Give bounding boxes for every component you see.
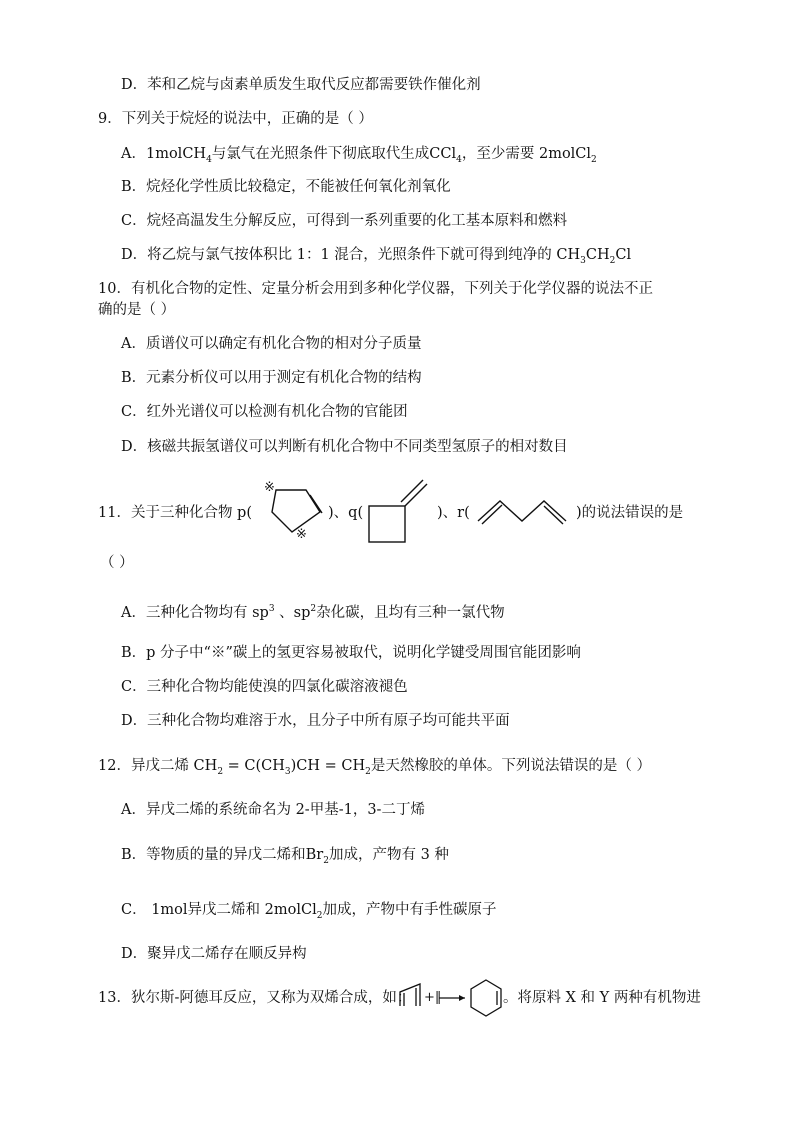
q9-a-sub3: 2 [591,154,597,165]
q12-c-post: 加成，产物中有手性碳原子 [322,902,497,918]
q10-option-b: B．元素分析仪可以用于测定有机化合物的结构 [121,370,422,386]
q11-option-a [121,599,505,623]
q12-c-pre: C． 1mol异戊二烯和 2molCl [121,902,317,918]
q12-stem-mid1: = C(CH [223,758,285,774]
q10-option-d: D．核磁共振氢谱仪可以判断有机化合物中不同类型氢原子的相对数目 [121,439,568,455]
q11-stem-q: )、q( [328,505,364,521]
q12-b-sub: 2 [323,855,329,866]
p-star-bottom: ※ [296,527,307,542]
q10-option-a: A．质谱仪可以确定有机化合物的相对分子质量 [121,336,422,352]
q9-a-sub1: 4 [206,154,212,165]
q9-d-pre: D．将乙烷与氯气按体积比 1：1 混合，光照条件下就可得到纯净的 CH [121,247,581,263]
q9-a-mid: 与氯气在光照条件下彻底取代生成CCl [211,146,457,162]
q11-stem-post: )的说法错误的是 [576,505,684,521]
q9-option-d [121,245,631,271]
compound-r-structure [474,495,579,527]
q13-stem-post: 。将原料 X 和 Y 两种有机物进 [503,990,701,1006]
q11-a-mid: 、sp [274,604,311,621]
q11-a-sup2: 2 [310,604,317,614]
q13-stem-pre: 13．狄尔斯-阿德耳反应，又称为双烯合成，如： [98,990,412,1006]
q12-stem [98,756,651,782]
q10-option-c: C．红外光谱仪可以检测有机化合物的官能团 [121,404,408,420]
q10-stem-line1: 10．有机化合物的定性、定量分析会用到多种化学仪器，下列关于化学仪器的说法不正 [98,281,653,297]
q12-b-pre: B．等物质的量的异戊二烯和Br [121,847,324,863]
q12-option-b [121,845,449,871]
q9-option-b: B．烷烃化学性质比较稳定，不能被任何氧化剂氧化 [121,179,451,195]
q12-stem-sub3: 2 [365,766,371,777]
q12-b-post: 加成，产物有 3 种 [328,847,449,863]
q11-a-post: 杂化碳，且均有三种一氯代物 [316,604,505,621]
q9-a-sub2: 4 [456,154,462,165]
q11-option-d: D．三种化合物均难溶于水，且分子中所有原子均可能共平面 [121,713,510,729]
q11-stem-r: )、r( [437,505,470,521]
q11-option-c: C．三种化合物均能使溴的四氯化碳溶液褪色 [121,679,408,695]
q12-stem-sub2: 3 [284,766,291,777]
cyclohexene-structure [468,978,504,1018]
compound-q-structure [365,478,435,546]
q11-a-pre: A．三种化合物均有 sp [121,604,269,621]
q9-d-sub2: 2 [609,255,616,266]
q9-a-post: ，至少需要 2molCl [461,146,592,162]
q11-stem-pre: 11．关于三种化合物 p( [98,505,252,521]
q12-option-d: D．聚异戊二烯存在顺反异构 [121,946,307,962]
q9-stem: 9．下列关于烷烃的说法中，正确的是（ ） [98,111,373,127]
q8-option-d: D．苯和乙烷与卤素单质发生取代反应都需要铁作催化剂 [121,77,481,93]
q9-d-sub1: 3 [580,255,586,266]
reaction-arrow [437,982,469,1012]
q10-stem-line2: 确的是（ ） [98,302,176,318]
q11-a-sup1: 3 [268,604,275,614]
q12-stem-sub1: 2 [217,766,224,777]
q9-option-c: C．烷烃高温发生分解反应，可得到一系列重要的化工基本原料和燃料 [121,213,568,229]
q9-a-pre: A．1molCH [121,146,207,162]
q11-paren: （ ） [100,555,134,571]
q12-stem-mid2: )CH = CH [290,758,366,774]
q12-stem-pre: 12．异戊二烯 CH [98,758,218,774]
q9-d-mid: CH [585,247,610,263]
q13-plus-ethylene: +‖ [424,990,442,1005]
p-star-top: ※ [264,480,275,495]
diene-structure [396,982,426,1012]
q9-option-a [121,144,597,170]
q12-c-sub: 2 [316,910,323,921]
q9-d-post: Cl [615,247,632,263]
q12-stem-post: 是天然橡胶的单体。下列说法错误的是（ ） [370,758,651,774]
q11-option-b: B．p 分子中“※”碳上的氢更容易被取代，说明化学键受周围官能团影响 [121,645,581,661]
q12-option-a: A．异戊二烯的系统命名为 2-甲基-1，3-二丁烯 [121,802,425,818]
q12-option-c [121,900,496,926]
